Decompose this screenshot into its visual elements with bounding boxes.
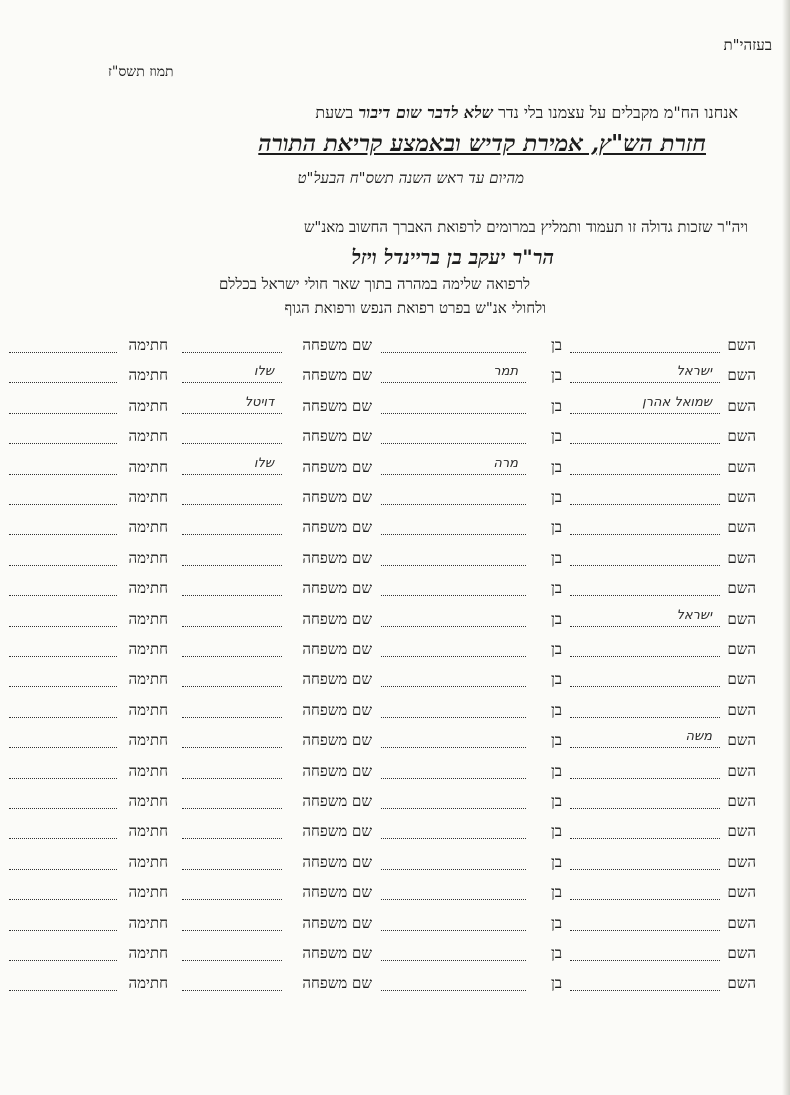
name-label: השם	[727, 670, 756, 689]
table-row	[0, 697, 790, 727]
ben-field-line	[381, 930, 526, 931]
family-label: שם משפחה	[302, 518, 372, 537]
signature-label: חתימה	[128, 700, 168, 719]
family-label: שם משפחה	[302, 700, 372, 719]
name-label: השם	[727, 548, 756, 567]
signature-field-line	[9, 869, 117, 870]
family-label: שם משפחה	[302, 488, 372, 506]
family-label: שם משפחה	[302, 670, 372, 689]
family-field-line	[182, 382, 282, 383]
ben-field-line	[381, 717, 526, 718]
table-row	[0, 514, 790, 544]
name-field-line	[570, 808, 720, 809]
ben-field-line	[381, 443, 526, 444]
ben-field-line	[381, 778, 526, 779]
table-row	[0, 636, 790, 666]
signature-field-line	[9, 960, 117, 961]
ben-field-line	[381, 990, 526, 991]
ben-field-line	[381, 626, 526, 627]
name-label: השם	[727, 609, 756, 628]
family-label: שם משפחה	[302, 913, 372, 932]
family-field-line	[182, 990, 282, 991]
family-label: שם משפחה	[302, 974, 372, 993]
ben-label: בן	[550, 974, 562, 993]
name-label: השם	[727, 396, 756, 415]
ben-label: בן	[550, 852, 562, 871]
name-field-line	[570, 656, 720, 657]
until-line: מהיום עד ראש השנה תשס"ח הבעל"ט	[297, 169, 524, 187]
table-row	[0, 788, 790, 818]
ben-label: בן	[550, 792, 562, 810]
ben-label: בן	[550, 883, 562, 902]
family-field-line	[182, 747, 282, 748]
family-label: שם משפחה	[302, 336, 372, 354]
ben-field-line	[381, 565, 526, 566]
ben-field-line	[381, 838, 526, 839]
signature-label: חתימה	[128, 731, 168, 750]
table-row	[0, 818, 790, 848]
ben-label: בן	[550, 944, 562, 962]
family-label: שם משפחה	[302, 427, 372, 446]
table-row	[0, 940, 790, 970]
signature-label: חתימה	[128, 852, 168, 871]
ben-label: בן	[550, 731, 562, 750]
family-field-line	[182, 960, 282, 961]
name-field-line	[570, 626, 720, 627]
table-row	[0, 484, 790, 514]
signature-label: חתימה	[128, 579, 168, 598]
family-field-line	[182, 930, 282, 931]
ben-label: בן	[550, 518, 562, 537]
ben-field-line	[381, 534, 526, 535]
name-field-line	[570, 930, 720, 931]
refuah-line-2: ולחולי אנ"ש בפרט רפואת הנפש ורפואת הגוף	[284, 299, 546, 317]
signature-field-line	[9, 352, 117, 353]
family-field-line	[182, 686, 282, 687]
name-label: השם	[727, 822, 756, 841]
name-field-line	[570, 382, 720, 383]
family-field-line	[182, 534, 282, 535]
family-field-line	[182, 869, 282, 870]
signature-label: חתימה	[128, 427, 168, 446]
name-field[interactable]: שמואל אהרן	[642, 394, 712, 410]
signature-label: חתימה	[128, 883, 168, 902]
name-label: השם	[727, 974, 756, 993]
name-label: השם	[727, 366, 756, 385]
name-label: השם	[727, 731, 756, 750]
refuah-line-1: לרפואה שלימה במהרה בתוך שאר חולי ישראל בכללם	[218, 275, 530, 293]
family-field-line	[182, 504, 282, 505]
name-label: השם	[727, 852, 756, 871]
signature-field-line	[9, 504, 117, 505]
ben-label: בן	[550, 822, 562, 841]
table-row	[0, 575, 790, 605]
name-label: השם	[727, 579, 756, 598]
name-field-line	[570, 595, 720, 596]
ben-field-line	[381, 413, 526, 414]
signature-label: חתימה	[128, 396, 168, 415]
table-row	[0, 454, 790, 484]
ben-field-line	[381, 869, 526, 870]
name-field-line	[570, 747, 720, 748]
signature-field-line	[9, 838, 117, 839]
signature-field-line	[9, 474, 117, 475]
table-row	[0, 970, 790, 1000]
signature-field-line	[9, 990, 117, 991]
family-label: שם משפחה	[302, 883, 372, 902]
signature-label: חתימה	[128, 822, 168, 841]
ben-label: בן	[550, 488, 562, 506]
signature-field-line	[9, 778, 117, 779]
family-field-line	[182, 717, 282, 718]
signature-field-line	[9, 717, 117, 718]
family-label: שם משפחה	[302, 792, 372, 810]
table-row	[0, 666, 790, 696]
table-row	[0, 423, 790, 453]
name-field-line	[570, 899, 720, 900]
family-field-line	[182, 595, 282, 596]
family-field-line	[182, 443, 282, 444]
signature-label: חתימה	[128, 944, 168, 962]
ben-label: בן	[550, 427, 562, 446]
intro-emphasis: שלא לדבר שום דיבור	[358, 103, 493, 122]
name-label: השם	[727, 761, 756, 780]
ben-label: בן	[550, 609, 562, 628]
ben-label: בן	[550, 579, 562, 598]
name-field-line	[570, 990, 720, 991]
family-label: שם משפחה	[302, 731, 372, 750]
intro-start: אנחנו הח"מ מקבלים על עצמנו בלי נדר	[492, 103, 738, 122]
signature-field-line	[9, 443, 117, 444]
table-row	[0, 545, 790, 575]
signature-field-line	[9, 808, 117, 809]
signature-field-line	[9, 626, 117, 627]
name-field-line	[570, 717, 720, 718]
signature-label: חתימה	[128, 640, 168, 658]
signature-field-line	[9, 534, 117, 535]
table-row	[0, 727, 790, 757]
name-field[interactable]: משה	[685, 729, 712, 745]
signature-label: חתימה	[128, 366, 168, 385]
family-label: שם משפחה	[302, 548, 372, 567]
intro-line	[315, 103, 738, 123]
ben-label: בן	[550, 396, 562, 415]
ben-field-line	[381, 595, 526, 596]
family-label: שם משפחה	[302, 852, 372, 871]
signature-label: חתימה	[128, 609, 168, 628]
signature-label: חתימה	[128, 761, 168, 780]
family-field-line	[182, 808, 282, 809]
name-field-line	[570, 504, 720, 505]
family-label: שם משפחה	[302, 822, 372, 841]
table-row	[0, 910, 790, 940]
name-field-line	[570, 960, 720, 961]
ben-label: בן	[550, 457, 562, 476]
ben-label: בן	[550, 548, 562, 567]
name-label: השם	[727, 883, 756, 902]
name-label: השם	[727, 913, 756, 932]
signature-label: חתימה	[128, 488, 168, 506]
name-field-line	[570, 565, 720, 566]
signature-field-line	[9, 747, 117, 748]
family-field-line	[182, 656, 282, 657]
merit-line: ויה"ר שזכות גדולה זו תעמוד ותמליץ במרומים לרפואת האברך החשוב מאנ"ש	[303, 218, 748, 236]
table-row	[0, 606, 790, 636]
name-field-line	[570, 352, 720, 353]
ben-label: בן	[550, 640, 562, 658]
family-label: שם משפחה	[302, 640, 372, 658]
name-label: השם	[727, 427, 756, 446]
family-label: שם משפחה	[302, 457, 372, 476]
signature-label: חתימה	[128, 913, 168, 932]
name-label: השם	[727, 336, 756, 354]
ben-field-line	[381, 474, 526, 475]
family-field[interactable]: דויטל	[244, 394, 274, 410]
family-field-line	[182, 838, 282, 839]
family-label: שם משפחה	[302, 579, 372, 598]
signature-label: חתימה	[128, 336, 168, 354]
ben-field-line	[381, 504, 526, 505]
ben-label: בן	[550, 336, 562, 354]
name-field-line	[570, 474, 720, 475]
ben-field-line	[381, 656, 526, 657]
family-label: שם משפחה	[302, 609, 372, 628]
table-row	[0, 849, 790, 879]
name-field-line	[570, 778, 720, 779]
ben-label: בן	[550, 761, 562, 780]
ben-label: בן	[550, 670, 562, 689]
table-row	[0, 393, 790, 423]
signature-label: חתימה	[128, 548, 168, 567]
name-label: השם	[727, 457, 756, 476]
ben-label: בן	[550, 913, 562, 932]
date: תמוז תשס"ז	[108, 64, 174, 80]
name-field-line	[570, 686, 720, 687]
family-label: שם משפחה	[302, 761, 372, 780]
ben-field[interactable]: מרה	[493, 455, 518, 471]
name-label: השם	[727, 488, 756, 506]
signature-field-line	[9, 413, 117, 414]
family-field-line	[182, 413, 282, 414]
name-field-line	[570, 838, 720, 839]
name-label: השם	[727, 792, 756, 810]
name-field-line	[570, 413, 720, 414]
name-label: השם	[727, 518, 756, 537]
ben-field-line	[381, 686, 526, 687]
family-label: שם משפחה	[302, 396, 372, 415]
ben-field-line	[381, 747, 526, 748]
family-label: שם משפחה	[302, 944, 372, 962]
family-field-line	[182, 565, 282, 566]
table-row	[0, 362, 790, 392]
intro-end: בשעת	[315, 103, 359, 122]
ben-label: בן	[550, 700, 562, 719]
family-field-line	[182, 626, 282, 627]
headline: חזרת הש"ץ, אמירת קדיש ובאמצע קריאת התורה	[258, 130, 706, 157]
signature-field-line	[9, 686, 117, 687]
ben-field-line	[381, 899, 526, 900]
name-label: השם	[727, 700, 756, 719]
signature-label: חתימה	[128, 974, 168, 993]
table-row	[0, 758, 790, 788]
table-row	[0, 332, 790, 362]
ben-field-line	[381, 352, 526, 353]
name-label: השם	[727, 640, 756, 658]
family-field-line	[182, 899, 282, 900]
signature-field-line	[9, 565, 117, 566]
family-field-line	[182, 778, 282, 779]
family-field-line	[182, 352, 282, 353]
signature-field-line	[9, 595, 117, 596]
name-field[interactable]: ישראל	[676, 607, 712, 623]
family-field-line	[182, 474, 282, 475]
name-field[interactable]: ישראל	[676, 364, 712, 380]
ben-field-line	[381, 808, 526, 809]
signature-label: חתימה	[128, 792, 168, 810]
signature-label: חתימה	[128, 518, 168, 537]
signature-label: חתימה	[128, 457, 168, 476]
name-field-line	[570, 534, 720, 535]
signature-field-line	[9, 656, 117, 657]
ben-field[interactable]: תמר	[493, 364, 518, 380]
family-label: שם משפחה	[302, 366, 372, 385]
top-right-heading: בעזהי"ת	[723, 36, 772, 54]
family-field[interactable]: שלו	[253, 455, 274, 471]
signature-field-line	[9, 382, 117, 383]
signature-field-line	[9, 899, 117, 900]
signature-field-line	[9, 930, 117, 931]
signature-label: חתימה	[128, 670, 168, 689]
name-field-line	[570, 443, 720, 444]
patient-name: הר"ר יעקב בן בריינדל ויזל	[351, 245, 554, 269]
ben-label: בן	[550, 366, 562, 385]
family-field[interactable]: שלו	[253, 364, 274, 380]
ben-field-line	[381, 960, 526, 961]
name-label: השם	[727, 944, 756, 962]
ben-field-line	[381, 382, 526, 383]
name-field-line	[570, 869, 720, 870]
table-row	[0, 879, 790, 909]
